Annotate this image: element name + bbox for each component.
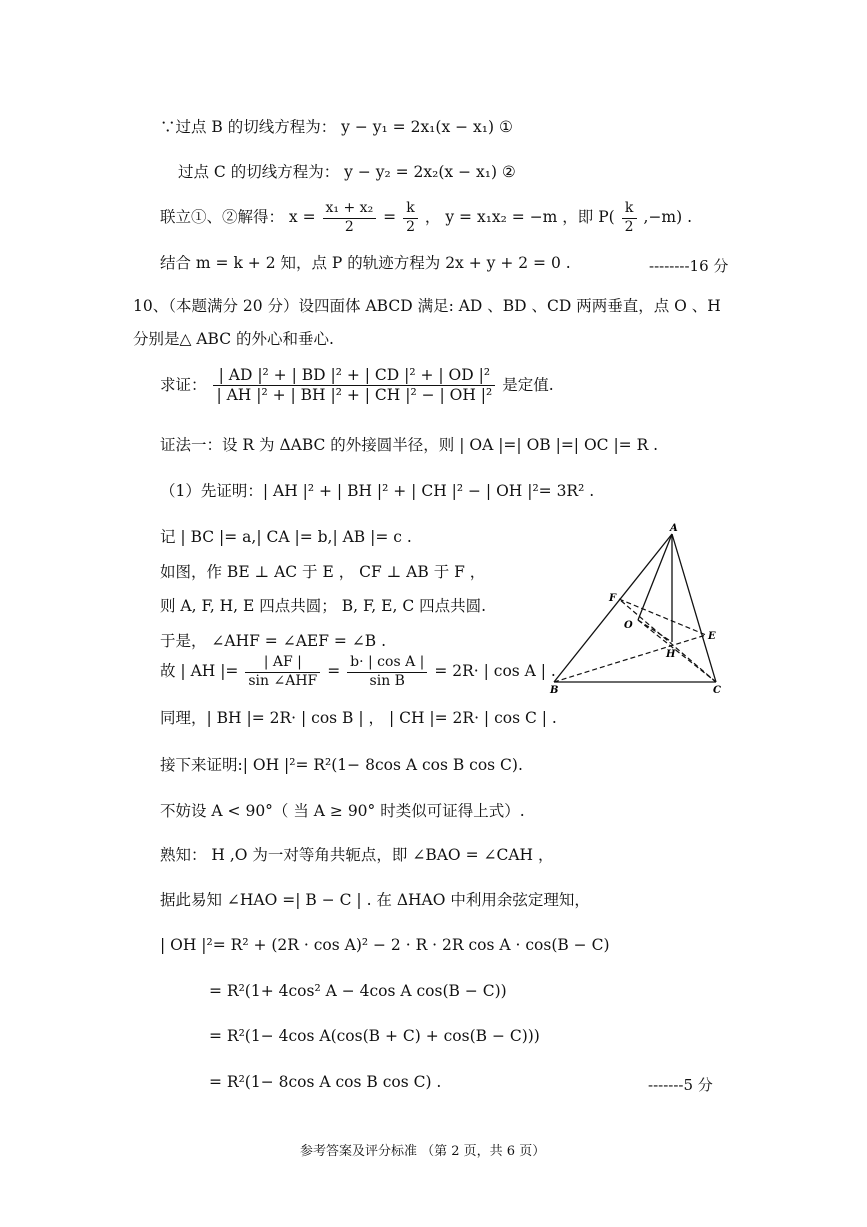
equation-oh-2: = R²(1+ 4cos² A − 4cos A cos(B − C)): [209, 982, 507, 1000]
line-concyclic: 则 A, F, H, E 四点共圆； B, F, E, C 四点共圆.: [160, 597, 487, 615]
fraction-k-point: [622, 200, 637, 236]
line-ah: [160, 654, 556, 690]
equals-sign: =: [383, 208, 397, 226]
line-solve: [160, 200, 692, 236]
line-assume: 不妨设 A < 90°（ 当 A ≥ 90° 时类似可证得上式）.: [160, 802, 525, 820]
line-angles: 于是， ∠AHF = ∠AEF = ∠B .: [160, 632, 387, 650]
label-b: B: [550, 685, 559, 694]
line-solve-end: ,−m) .: [643, 208, 693, 226]
problem-10-statement: 10、（本题满分 20 分）设四面体 ABCD 满足: AD 、BD 、CD 两两垂直，点 O 、H: [133, 297, 721, 315]
fraction-denominator: | AH |² + | BH |² + | CH |² − | OH |²: [216, 386, 493, 405]
label-e: E: [708, 631, 716, 642]
fraction-denominator: sin ∠AHF: [248, 672, 318, 689]
label-c: C: [713, 685, 721, 694]
tetrahedron-figure: [540, 522, 730, 694]
prove-post: 是定值.: [502, 375, 554, 394]
line-construct: 如图，作 BE ⊥ AC 于 E ， CF ⊥ AB 于 F ，: [160, 563, 486, 581]
edge-ab: [554, 534, 672, 682]
fraction-x: [323, 200, 377, 236]
score-16: --------16 分: [649, 257, 729, 275]
label-f: F: [609, 593, 617, 604]
fraction-denominator: 2: [406, 218, 415, 235]
segment-be: [554, 635, 706, 682]
fraction-denominator: sin B: [369, 672, 405, 689]
page-footer: 参考答案及评分标准 （第 2 页，共 6 页）: [300, 1144, 546, 1159]
proof-one-intro: 证法一：设 R 为 ΔABC 的外接圆半径，则 | OA |=| OB |=| OC |= R .: [160, 436, 659, 454]
fraction-numerator: x₁ + x₂: [323, 200, 377, 219]
line-tangent-c: 过点 C 的切线方程为： y − y₂ = 2x₂(x − x₁) ②: [178, 163, 516, 181]
proof-step-1: （1）先证明：| AH |² + | BH |² + | CH |² − | OH |²= 3R² .: [160, 482, 595, 500]
segment-oh: [638, 620, 672, 642]
edge-ac: [672, 534, 716, 682]
line-cosine-law: 据此易知 ∠HAO =| B − C | . 在 ΔHAO 中利用余弦定理知，: [160, 891, 590, 909]
label-o: O: [624, 620, 633, 631]
equation-oh-3: = R²(1− 4cos A(cos(B + C) + cos(B − C))): [209, 1027, 540, 1045]
line-solve-pre: 联立①、②解得： x =: [160, 208, 316, 226]
line-locus: 结合 m = k + 2 知，点 P 的轨迹方程为 2x + y + 2 = 0 .: [160, 254, 571, 272]
line-solve-post: ， y = x₁x₂ = −m ，即 P(: [424, 208, 615, 226]
fraction-af: [245, 654, 320, 690]
fraction-numerator: | AD |² + | BD |² + | CD |² + | OD |²: [213, 366, 495, 386]
fraction-denominator: 2: [344, 218, 354, 235]
line-similarly: 同理，| BH |= 2R· | cos B | ， | CH |= 2R· | cos C | .: [160, 709, 557, 727]
segment-oc: [638, 620, 716, 682]
segment-cf: [619, 599, 716, 682]
fraction-numerator: k: [403, 200, 418, 219]
equation-oh-1: | OH |²= R² + (2R · cos A)² − 2 · R · 2R cos A · cos(B − C): [160, 936, 610, 954]
line-prove: [160, 366, 554, 406]
problem-10-statement-cont: 分别是△ ABC 的外心和垂心.: [133, 330, 334, 348]
equals-sign: =: [327, 662, 341, 680]
line-notation: 记 | BC |= a,| CA |= b,| AB |= c .: [160, 528, 412, 546]
fraction-numerator: | AF |: [245, 654, 320, 673]
ah-pre: 故 | AH |=: [160, 662, 239, 680]
fraction-numerator: k: [622, 200, 637, 219]
line-isogonal: 熟知： H ,O 为一对等角共轭点，即 ∠BAO = ∠CAH ，: [160, 846, 554, 864]
equation-oh-4: = R²(1− 8cos A cos B cos C) .: [209, 1073, 442, 1091]
score-5: -------5 分: [648, 1076, 713, 1094]
fraction-k: [403, 200, 418, 236]
line-tangent-b: ∵过点 B 的切线方程为： y − y₁ = 2x₁(x − x₁) ①: [160, 118, 513, 136]
label-h: H: [666, 649, 676, 660]
line-next-prove: 接下来证明:| OH |²= R²(1− 8cos A cos B cos C).: [160, 756, 523, 774]
fraction-cosa: [347, 654, 427, 690]
fraction-numerator: b· | cos A |: [347, 654, 427, 673]
ah-post: = 2R· | cos A | .: [434, 662, 556, 680]
label-a: A: [670, 523, 678, 534]
segment-ao: [638, 534, 672, 620]
prove-label: 求证：: [160, 375, 207, 394]
fraction-main: [213, 366, 495, 406]
fraction-denominator: 2: [624, 218, 634, 235]
